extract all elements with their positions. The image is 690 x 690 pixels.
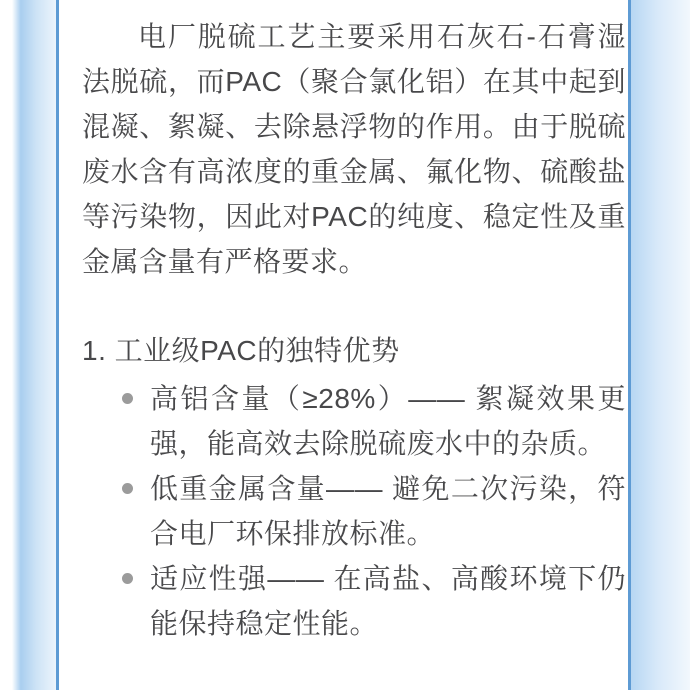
list-item (82, 556, 626, 646)
list-item-text: 高铝含量（≥28%）—— 絮凝效果更强，能高效去除脱硫废水中的杂质。 (150, 383, 626, 459)
article-card (59, 0, 628, 690)
bullet-icon (122, 393, 133, 404)
right-glow-border (631, 0, 690, 690)
intro-paragraph: 电厂脱硫工艺主要采用石灰石-石膏湿法脱硫，而PAC（聚合氯化铝）在其中起到混凝、絮凝、去除悬浮物的作用。由于脱硫废水含有高浓度的重金属、氟化物、硫酸盐等污染物，因此对PAC的纯度、稳定性及重金属含量有严格要求。 (82, 21, 626, 277)
advantages-list (82, 376, 626, 646)
left-glow-border (12, 0, 56, 690)
list-item-text: 适应性强—— 在高盐、高酸环境下仍能保持稳定性能。 (150, 563, 626, 639)
bullet-icon (122, 573, 133, 584)
section-heading: 1. 工业级PAC的独特优势 (82, 335, 400, 366)
bullet-icon (122, 483, 133, 494)
list-item-text: 低重金属含量—— 避免二次污染，符合电厂环保排放标准。 (150, 473, 626, 549)
list-item (82, 376, 626, 466)
list-item (82, 466, 626, 556)
